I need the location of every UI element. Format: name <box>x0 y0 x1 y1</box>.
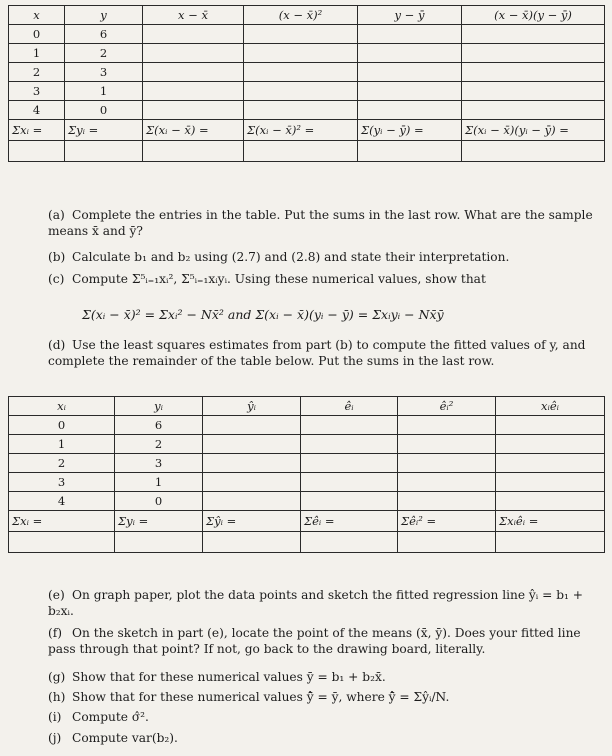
empty-cell[interactable] <box>462 63 605 82</box>
table-row <box>9 454 605 473</box>
table-row <box>9 82 605 101</box>
empty-cell[interactable] <box>398 416 496 435</box>
empty-cell[interactable] <box>143 82 244 101</box>
question-text: Use the least squares estimates from part (b) to compute the fitted values of y, and complete the remainder of the table below. Put the sums in the last row. <box>48 338 586 368</box>
question-text: On graph paper, plot the data points and sketch the fitted regression line ŷᵢ = b₁ + b₂xᵢ. <box>48 588 583 618</box>
header-cell: x − x̄ <box>143 6 244 25</box>
sum-label: Σ(yᵢ − ȳ) = <box>358 120 462 141</box>
header-cell: xᵢêᵢ <box>496 397 605 416</box>
sum-label: Σyᵢ = <box>115 511 203 532</box>
question-g <box>48 670 600 686</box>
x-value: 2 <box>9 63 65 82</box>
empty-cell[interactable] <box>496 435 605 454</box>
question-label: (j) <box>48 731 62 745</box>
sums-row <box>9 511 605 532</box>
question-text: Compute Σ⁵ᵢ₌₁xᵢ², Σ⁵ᵢ₌₁xᵢyᵢ. Using these numerical values, show that <box>72 272 486 286</box>
question-label: (g) <box>48 670 66 684</box>
header-cell: êᵢ <box>301 397 398 416</box>
question-text: Compute σ̂². <box>72 710 149 724</box>
y-value: 2 <box>115 435 203 454</box>
sum-label: Σêᵢ = <box>301 511 398 532</box>
question-a <box>48 208 600 239</box>
table-header-row <box>9 397 605 416</box>
x-value: 0 <box>9 25 65 44</box>
fitted-values-table <box>8 396 605 553</box>
y-value: 3 <box>115 454 203 473</box>
empty-cell[interactable] <box>244 25 358 44</box>
empty-cell[interactable] <box>496 473 605 492</box>
table-row <box>9 416 605 435</box>
empty-cell[interactable] <box>301 435 398 454</box>
deviations-table <box>8 5 605 162</box>
sum-label: Σêᵢ² = <box>398 511 496 532</box>
empty-cell[interactable] <box>358 101 462 120</box>
x-value: 1 <box>9 44 65 63</box>
y-value: 1 <box>115 473 203 492</box>
answer-row <box>9 141 605 162</box>
table-row <box>9 63 605 82</box>
question-text: On the sketch in part (e), locate the point of the means (x̄, ȳ). Does your fitted line pass through that point? If not, go back to the drawing board, literally. <box>48 626 581 656</box>
x-value: 4 <box>9 101 65 120</box>
sum-label: Σxᵢ = <box>9 120 65 141</box>
x-value: 1 <box>9 435 115 454</box>
empty-cell[interactable] <box>143 141 244 162</box>
sum-label: Σ(xᵢ − x̄)(yᵢ − ȳ) = <box>462 120 605 141</box>
header-cell: (x − x̄)(y − ȳ) <box>462 6 605 25</box>
header-cell: xᵢ <box>9 397 115 416</box>
empty-cell[interactable] <box>143 63 244 82</box>
empty-cell[interactable] <box>203 532 301 553</box>
table-header-row <box>9 6 605 25</box>
empty-cell[interactable] <box>462 25 605 44</box>
empty-cell[interactable] <box>398 473 496 492</box>
y-value: 6 <box>115 416 203 435</box>
header-cell: y − ȳ <box>358 6 462 25</box>
empty-cell[interactable] <box>496 532 605 553</box>
sum-label: Σxᵢêᵢ = <box>496 511 605 532</box>
table-row <box>9 473 605 492</box>
identity-formula: Σ(xᵢ − x̄)² = Σxᵢ² − Nx̄² and Σ(xᵢ − x̄)(yᵢ − ȳ) = Σxᵢyᵢ − Nx̄ȳ <box>82 307 444 322</box>
header-cell: (x − x̄)² <box>244 6 358 25</box>
question-text: Show that for these numerical values ŷ̄ = ȳ, where ŷ̄ = Σŷᵢ/N. <box>72 690 450 704</box>
question-j <box>48 731 600 747</box>
header-cell: êᵢ² <box>398 397 496 416</box>
empty-cell[interactable] <box>398 492 496 511</box>
empty-cell[interactable] <box>496 492 605 511</box>
x-value: 4 <box>9 492 115 511</box>
sum-label: Σ(xᵢ − x̄)² = <box>244 120 358 141</box>
empty-cell[interactable] <box>244 44 358 63</box>
empty-cell[interactable] <box>462 44 605 63</box>
empty-cell[interactable] <box>301 416 398 435</box>
empty-cell[interactable] <box>203 473 301 492</box>
empty-cell[interactable] <box>244 63 358 82</box>
empty-cell[interactable] <box>358 25 462 44</box>
empty-cell[interactable] <box>143 44 244 63</box>
table-row <box>9 492 605 511</box>
empty-cell[interactable] <box>143 25 244 44</box>
x-value: 3 <box>9 82 65 101</box>
empty-cell[interactable] <box>244 141 358 162</box>
question-text: Calculate b₁ and b₂ using (2.7) and (2.8) and state their interpretation. <box>72 250 510 264</box>
empty-cell[interactable] <box>358 82 462 101</box>
question-d <box>48 338 600 369</box>
empty-cell[interactable] <box>301 532 398 553</box>
sum-label: Σ(xᵢ − x̄) = <box>143 120 244 141</box>
empty-cell[interactable] <box>203 492 301 511</box>
empty-cell[interactable] <box>358 141 462 162</box>
question-text: Show that for these numerical values ȳ = b₁ + b₂x̄. <box>72 670 386 684</box>
empty-cell[interactable] <box>203 416 301 435</box>
table-row <box>9 44 605 63</box>
empty-cell[interactable] <box>462 141 605 162</box>
y-value: 2 <box>65 44 143 63</box>
question-label: (a) <box>48 208 65 222</box>
x-value: 0 <box>9 416 115 435</box>
empty-cell[interactable] <box>496 454 605 473</box>
question-label: (c) <box>48 272 65 286</box>
question-label: (f) <box>48 626 63 640</box>
table-row <box>9 101 605 120</box>
empty-cell[interactable] <box>9 532 115 553</box>
empty-cell[interactable] <box>301 473 398 492</box>
empty-cell[interactable] <box>358 44 462 63</box>
header-cell: y <box>65 6 143 25</box>
question-f <box>48 626 600 657</box>
sum-label: Σŷᵢ = <box>203 511 301 532</box>
empty-cell[interactable] <box>496 416 605 435</box>
empty-cell[interactable] <box>358 63 462 82</box>
question-text: Complete the entries in the table. Put the sums in the last row. What are the sample means x̄ and ȳ? <box>48 208 593 238</box>
empty-cell[interactable] <box>398 532 496 553</box>
question-h <box>48 690 600 706</box>
table-row <box>9 25 605 44</box>
question-e <box>48 588 600 619</box>
sum-label: Σxᵢ = <box>9 511 115 532</box>
sums-row <box>9 120 605 141</box>
empty-cell[interactable] <box>398 435 496 454</box>
y-value: 3 <box>65 63 143 82</box>
empty-cell[interactable] <box>244 82 358 101</box>
empty-cell[interactable] <box>143 101 244 120</box>
header-cell: ŷᵢ <box>203 397 301 416</box>
question-c <box>48 272 600 288</box>
empty-cell[interactable] <box>203 454 301 473</box>
question-label: (h) <box>48 690 66 704</box>
empty-cell[interactable] <box>398 454 496 473</box>
x-value: 2 <box>9 454 115 473</box>
answer-row <box>9 532 605 553</box>
sum-label: Σyᵢ = <box>65 120 143 141</box>
header-cell: x <box>9 6 65 25</box>
y-value: 0 <box>65 101 143 120</box>
empty-cell[interactable] <box>9 141 65 162</box>
question-label: (e) <box>48 588 65 602</box>
question-label: (d) <box>48 338 66 352</box>
x-value: 3 <box>9 473 115 492</box>
question-text: Compute var(b₂). <box>72 731 178 745</box>
question-label: (i) <box>48 710 62 724</box>
empty-cell[interactable] <box>301 492 398 511</box>
empty-cell[interactable] <box>115 532 203 553</box>
y-value: 0 <box>115 492 203 511</box>
empty-cell[interactable] <box>301 454 398 473</box>
header-cell: yᵢ <box>115 397 203 416</box>
table-row <box>9 435 605 454</box>
empty-cell[interactable] <box>65 141 143 162</box>
empty-cell[interactable] <box>462 101 605 120</box>
question-b <box>48 250 600 266</box>
y-value: 6 <box>65 25 143 44</box>
y-value: 1 <box>65 82 143 101</box>
empty-cell[interactable] <box>244 101 358 120</box>
empty-cell[interactable] <box>203 435 301 454</box>
empty-cell[interactable] <box>462 82 605 101</box>
question-i <box>48 710 600 726</box>
question-label: (b) <box>48 250 66 264</box>
